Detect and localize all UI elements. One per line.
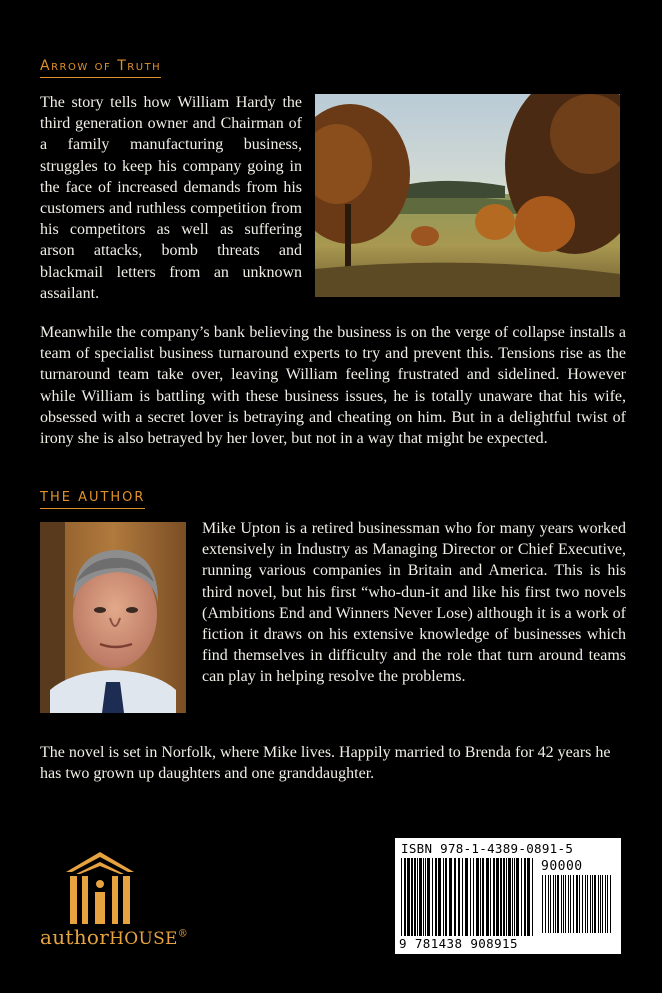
barcode-bar — [423, 858, 424, 936]
barcode-bar — [411, 858, 413, 936]
barcode-bar — [610, 875, 611, 933]
barcode-bar — [417, 858, 418, 936]
barcode-bar — [565, 875, 566, 933]
barcode-bar — [458, 858, 460, 936]
barcode-bar — [592, 875, 593, 933]
ean-digits: 9 781438 908915 — [399, 936, 518, 951]
barcode-bar — [432, 858, 433, 936]
barcode-bar — [585, 875, 586, 933]
landscape-photo — [315, 94, 620, 297]
barcode-bar — [602, 875, 603, 933]
barcode-bar — [401, 858, 402, 936]
barcode-bar — [553, 875, 554, 933]
barcode-bar — [594, 875, 596, 933]
barcode-bar — [482, 858, 484, 936]
barcode-bar — [561, 875, 562, 933]
barcode-bar — [496, 858, 499, 936]
author-bio-paragraph-2: The novel is set in Norfolk, where Mike lives. Happily married to Brenda for 42 years he has two grown up daughters and one granddaughter. — [40, 744, 611, 783]
barcode-bar — [570, 875, 571, 933]
barcode-bar — [508, 858, 511, 936]
barcode-bar — [438, 858, 441, 936]
author-bio-paragraph-1: Mike Upton is a retired businessman who for many years worked extensively in Industry as Managing Director or Chief Executive, running various companies in Britain and America. This is his third novel, but his first “who-dun-it and like his first two novels (Ambitions End and Winners Never Lose) although it is a work of fiction it draws on his extensive knowledge of businesses which find themselves in difficulty and the role that turn around teams can play in helping resolve the problems. — [202, 520, 626, 686]
barcode-bar — [527, 858, 530, 936]
barcode-bar — [568, 875, 569, 933]
barcode-bar — [550, 875, 551, 933]
barcode-bar — [590, 875, 591, 933]
barcode-bar — [427, 858, 430, 936]
story-paragraph-1: The story tells how William Hardy the third generation owner and Chairman of a family manufacturing business, struggles to keep his company going in the face of increased demands from his customers and ruthless competition from his competitors as well as suffering arson attacks, bomb threats and blackmail letters from an unknown assailant. — [40, 94, 302, 302]
addon-bars — [542, 875, 614, 933]
barcode-bar — [473, 858, 474, 936]
barcode-bar — [542, 875, 543, 933]
barcode-bar — [503, 858, 505, 936]
barcode-bar — [404, 858, 406, 936]
barcode-bar — [600, 875, 601, 933]
barcode-bar — [516, 858, 519, 936]
story-paragraph-2: Meanwhile the company’s bank believing the business is on the verge of collapse installs a team of specialist business turnaround experts to try and prevent this. Tensions rise as the turnaround team take over, leaving William feeling frustrated and sidelined. However while William is battling with these business issues, he is totally unaware that his wife, obsessed with a secret lover is betraying and cheating on him. But in a delightful twist of irony she is also betrayed by her lover, but not in a way that might be expected. — [40, 324, 626, 448]
barcode-bar — [493, 858, 495, 936]
barcode-bar — [587, 875, 588, 933]
ean-bars — [401, 858, 537, 936]
barcode-bar — [521, 858, 522, 936]
barcode-bar — [414, 858, 416, 936]
barcode-bar — [512, 858, 513, 936]
isbn-barcode — [395, 838, 621, 954]
barcode-bar — [582, 875, 583, 933]
barcode-bar — [548, 875, 549, 933]
price-code: 90000 — [541, 859, 583, 874]
barcode-bar — [573, 875, 574, 933]
barcode-bar — [576, 875, 578, 933]
house-icon — [66, 852, 134, 924]
barcode-bar — [545, 875, 546, 933]
barcode-bar — [524, 858, 526, 936]
barcode-bar — [605, 875, 606, 933]
barcode-bar — [407, 858, 410, 936]
barcode-bar — [476, 858, 479, 936]
barcode-bar — [454, 858, 456, 936]
barcode-bar — [555, 875, 556, 933]
barcode-bar — [500, 858, 502, 936]
barcode-bar — [563, 875, 564, 933]
author-photo — [40, 522, 186, 713]
barcode-bar — [480, 858, 481, 936]
barcode-bar — [425, 858, 426, 936]
barcode-bar — [598, 875, 599, 933]
barcode-bar — [449, 858, 452, 936]
the-author-heading: THE AUTHOR — [40, 490, 145, 509]
barcode-bar — [419, 858, 422, 936]
barcode-bar — [607, 875, 608, 933]
arrow-of-truth-heading: Arrow of Truth — [40, 58, 161, 78]
barcode-bar — [486, 858, 489, 936]
barcode-bar — [445, 858, 447, 936]
barcode-bar — [465, 858, 468, 936]
authorhouse-wordmark: authorHOUSE® — [40, 925, 189, 949]
barcode-bar — [532, 858, 533, 936]
barcode-bar — [557, 875, 559, 933]
barcode-bar — [462, 858, 463, 936]
barcode-bar — [443, 858, 444, 936]
barcode-bar — [490, 858, 491, 936]
barcode-bar — [579, 875, 580, 933]
isbn-text: ISBN 978-1-4389-0891-5 — [401, 841, 574, 856]
barcode-bar — [470, 858, 471, 936]
barcode-bar — [514, 858, 515, 936]
barcode-bar — [435, 858, 437, 936]
barcode-bar — [506, 858, 507, 936]
